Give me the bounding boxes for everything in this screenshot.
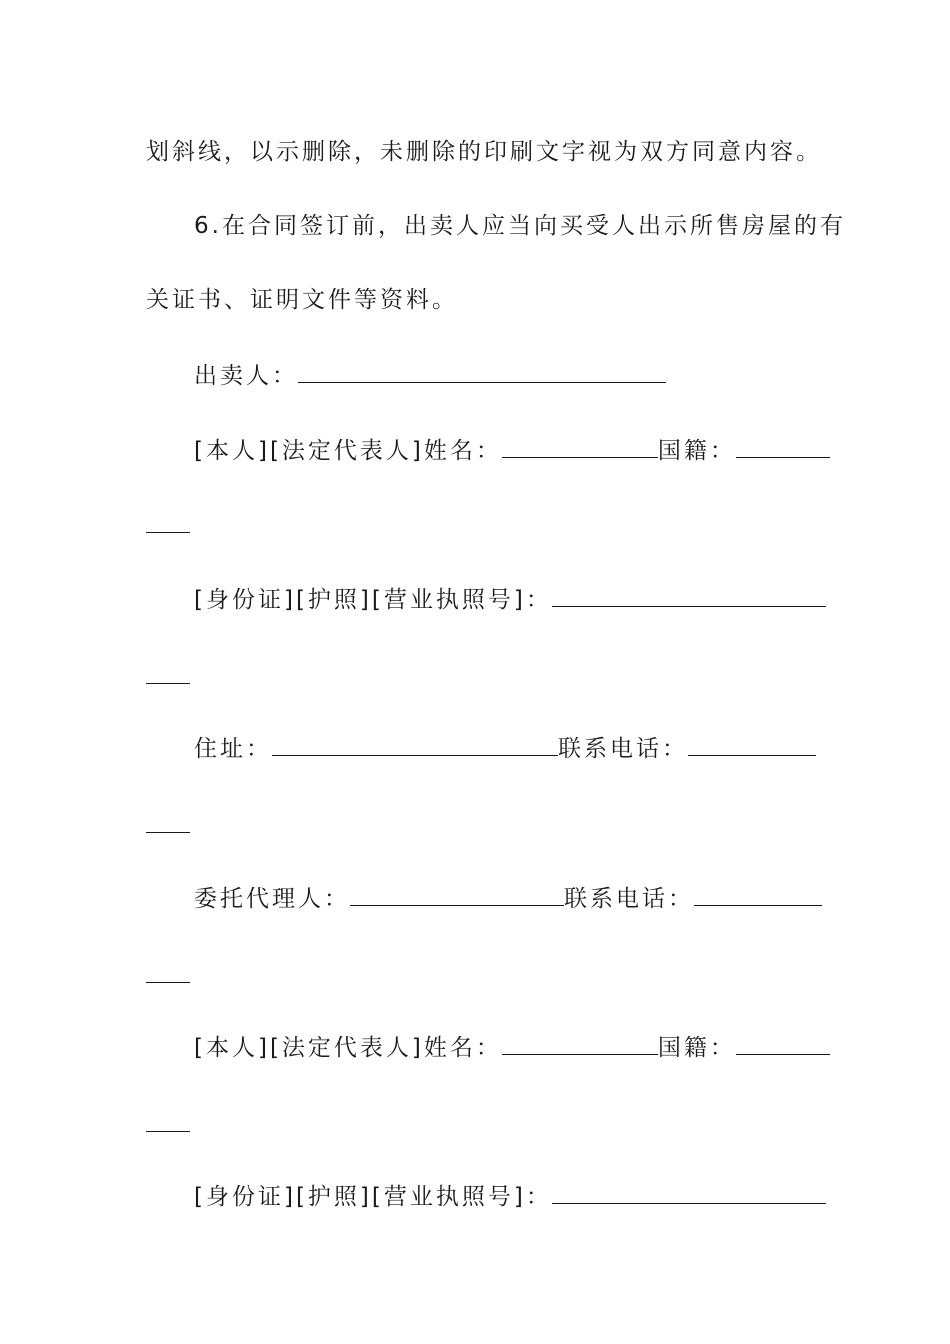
agent-name-blank[interactable] [502,1034,658,1055]
seller-phone-label: 联系电话： [558,736,688,762]
seller-nationality-blank[interactable] [736,437,830,458]
agent-blank[interactable] [350,885,564,906]
agent-id-line [194,1182,826,1212]
agent-id-blank[interactable] [552,1183,826,1204]
agent-label: 委托代理人： [194,886,350,912]
agent-name-line [194,1033,830,1063]
agent-nationality-label: 国籍： [657,1035,736,1061]
paragraph-6-line-1: 6.在合同签订前，出卖人应当向买受人出示所售房屋的有 [194,213,846,239]
seller-name-label: [本人][法定代表人]姓名： [194,438,502,464]
agent-line [194,884,822,914]
seller-phone-blank-continuation[interactable] [146,832,190,833]
seller-label: 出卖人： [194,363,298,389]
seller-address-label: 住址： [194,736,272,762]
seller-id-blank-continuation[interactable] [146,683,190,684]
seller-line [194,361,666,391]
agent-nationality-blank-continuation[interactable] [146,1131,190,1132]
seller-id-line [194,585,826,615]
seller-id-blank[interactable] [552,586,826,607]
seller-name-line [194,436,830,466]
seller-name-blank[interactable] [502,437,658,458]
agent-name-label: [本人][法定代表人]姓名： [194,1035,502,1061]
agent-phone-blank-continuation[interactable] [146,982,190,983]
seller-phone-blank[interactable] [688,735,816,756]
agent-id-label: [身份证][护照][营业执照号]： [194,1184,552,1210]
seller-id-label: [身份证][护照][营业执照号]： [194,587,552,613]
seller-address-blank[interactable] [272,735,558,756]
paragraph-strike-note: 划斜线，以示删除，未删除的印刷文字视为双方同意内容。 [146,139,822,165]
seller-nationality-blank-continuation[interactable] [146,532,190,533]
seller-nationality-label: 国籍： [657,438,736,464]
agent-phone-label: 联系电话： [564,886,694,912]
agent-nationality-blank[interactable] [736,1034,830,1055]
seller-address-line [194,734,816,764]
seller-blank[interactable] [298,362,666,383]
agent-phone-blank[interactable] [694,885,822,906]
paragraph-6-line-2: 关证书、证明文件等资料。 [146,287,458,313]
